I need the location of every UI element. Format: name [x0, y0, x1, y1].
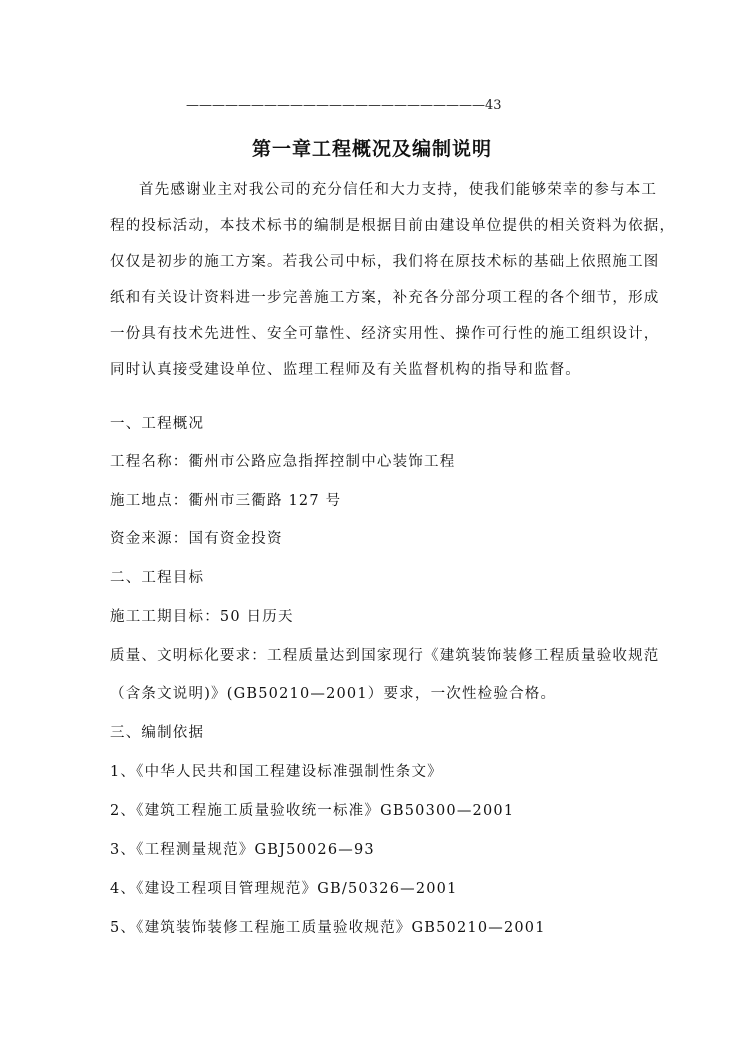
basis-item: 4、《建设工程项目管理规范》GB/50326—2001: [110, 881, 458, 897]
section-heading-basis: 三、编制依据: [110, 725, 205, 741]
toc-page-reference: ———————————————————————43: [186, 98, 502, 113]
intro-line: 程的投标活动，本技术标书的编制是根据目前由建设单位提供的相关资料为依据，: [110, 218, 676, 234]
intro-paragraph: [110, 172, 676, 388]
intro-line: 纸和有关设计资料进一步完善施工方案，补充各分部分项工程的各个细节，形成: [110, 290, 660, 306]
section-heading-goals: 二、工程目标: [110, 570, 205, 586]
site-location: 施工地点：衢州市三衢路 127 号: [110, 493, 342, 509]
intro-line: 同时认真接受建设单位、监理工程师及有关监督机构的指导和监督。: [110, 362, 581, 378]
basis-item: 2、《建筑工程施工质量验收统一标准》GB50300—2001: [110, 803, 515, 819]
intro-line: 仅仅是初步的施工方案。若我公司中标，我们将在原技术标的基础上依照施工图: [110, 254, 660, 270]
intro-line: 一份具有技术先进性、安全可靠性、经济实用性、操作可行性的施工组织设计，: [110, 326, 660, 342]
section-heading-overview: 一、工程概况: [110, 416, 205, 432]
project-name: 工程名称：衢州市公路应急指挥控制中心装饰工程: [110, 454, 456, 470]
basis-item: 5、《建筑装饰装修工程施工质量验收规范》GB50210—2001: [110, 920, 546, 936]
basis-item: 3、《工程测量规范》GBJ50026—93: [110, 842, 375, 858]
quality-requirement-line1: 质量、文明标化要求：工程质量达到国家现行《建筑装饰装修工程质量验收规范: [110, 648, 660, 664]
quality-requirement-line2: （含条文说明)》(GB50210—2001）要求，一次性检验合格。: [110, 686, 557, 702]
funding-source: 资金来源：国有资金投资: [110, 531, 283, 547]
chapter-title: 第一章工程概况及编制说明: [251, 138, 492, 160]
duration-target: 施工工期目标：50 日历天: [110, 609, 294, 625]
basis-item: 1、《中华人民共和国工程建设标准强制性条文》: [110, 764, 443, 780]
intro-line: 首先感谢业主对我公司的充分信任和大力支持，使我们能够荣幸的参与本工: [139, 182, 658, 198]
